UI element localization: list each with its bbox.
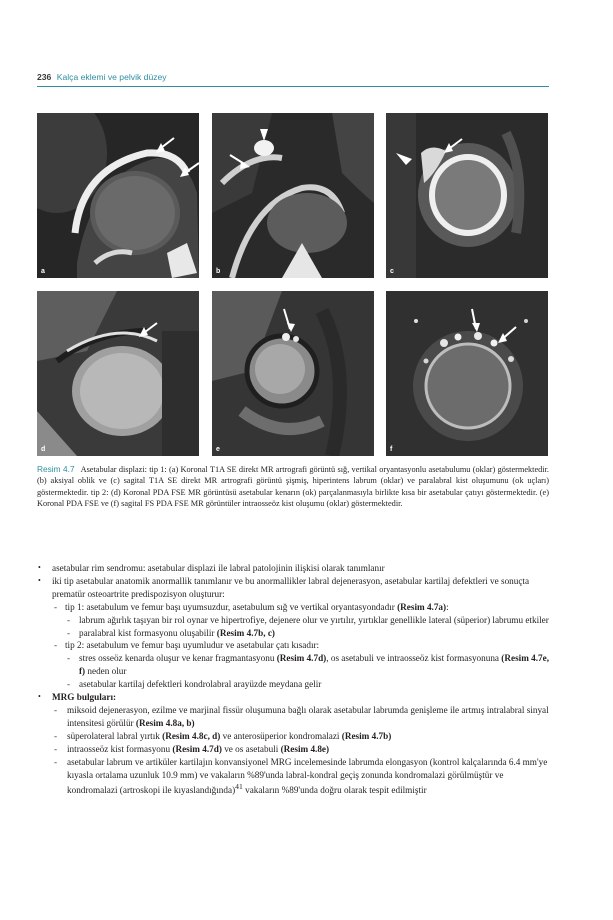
dash-marker: - xyxy=(54,730,58,741)
running-header xyxy=(37,72,549,82)
bullet-marker: • xyxy=(38,563,41,572)
figure-reference: (Resim 4.8a, b) xyxy=(135,717,195,728)
mri-image-f xyxy=(386,291,548,456)
dash-marker: - xyxy=(67,679,71,690)
list-item: • asetabular rim sendromu: asetabular displazi ile labral patolojinin ilişkisi olarak tanımlanır xyxy=(38,563,385,573)
dash-marker: - xyxy=(67,627,71,638)
panel-label: a xyxy=(41,268,45,275)
section-heading: MRG bulguları: xyxy=(52,692,117,703)
panel-label: f xyxy=(390,446,393,453)
dash-marker: - xyxy=(67,653,71,664)
mri-image-c xyxy=(386,113,548,278)
bullet-marker: • xyxy=(38,575,41,585)
list-item: - asetabular labrum ve artiküler kartilajın konvansiyonel MRG incelemesinde labrumda elongasyon (kontrol kalçalarında 6.4 mm'ye kıyasla ortalama uzunluk 10.9 mm) ve vakaların %89'unda labral-kondral geçiş zonunda kondromalazi görülmüştür ve kondromalazi (artroskopi ile kıyaslandığında)$^{41}$ vakaların %89'unda doğru olarak tespit edilmiştir xyxy=(54,756,548,796)
dash-marker: - xyxy=(54,743,58,754)
figure-reference: (Resim 4.7d) xyxy=(276,653,327,664)
dash-marker: - xyxy=(67,614,71,625)
mri-image-d xyxy=(37,291,199,456)
page-number: 236 xyxy=(37,72,52,82)
running-title: Kalça eklemi ve pelvik düzey xyxy=(56,72,167,82)
panel-label: e xyxy=(216,446,220,453)
figure-reference: (Resim 4.7d) xyxy=(172,743,222,754)
body-text xyxy=(37,562,551,797)
list-item: - tip 2: asetabulum ve femur başı uyumludur ve asetabular çatı kısadır: xyxy=(54,640,320,651)
dash-marker: - xyxy=(54,756,58,767)
figure-reference: (Resim 4.8c, d) xyxy=(162,730,221,741)
figure-caption-text: Asetabular displazi: tip 1: (a) Koronal T1A SE direkt MR artrografi görüntü sığ, vertikal oryantasyonlu asetabulumu (oklar) göstermektedir. (b) aksiyal oblik ve (c) sagital T1A SE direkt MR artrografi görüntü şişmiş, hiperintens labrum (oklar) ve paralabral kist oluşumunu (ok uçları) göstermektedir. tip 2: (d) Koronal PDA FSE MR görüntüsü asetabular kenarın (ok) parçalanmasıyla birlikte kısa bir asetabular çatıyı göstermektedir. (e) Koronal PDA FSE ve (f) sagital FS PDA FSE MR görüntüler intraosseöz kist oluşumu (oklar) göstermektedir. xyxy=(37,465,549,509)
list-item: - labrum ağırlık taşıyan bir rol oynar ve hipertrofiye, dejenere olur ve yırtılır, yırtıklar genellikle lateral (süperior) labrumu etkiler xyxy=(67,614,549,625)
panel-label: d xyxy=(41,446,46,453)
dash-marker: - xyxy=(54,640,58,651)
list-item xyxy=(37,691,551,704)
list-item: - intraosseöz kist formasyonu (Resim 4.7d) ve os asetabuli (Resim 4.8e) xyxy=(54,743,330,754)
figure-panel-d xyxy=(37,291,199,456)
panel-label: c xyxy=(390,268,394,275)
list-item: - miksoid dejenerasyon, ezilme ve marjinal fissür oluşumuna bağlı olarak asetabular labrumda genişleme ile artmış intralabral sinyal intensitesi görülür (Resim 4.8a, b) xyxy=(54,704,549,728)
figure-reference: (Resim 4.8e) xyxy=(280,743,330,754)
figure-reference: (Resim 4.7b, c) xyxy=(216,627,275,638)
header-rule xyxy=(37,86,549,87)
list-item: - asetabular kartilaj defektleri kondrolabral arayüzde meydana gelir xyxy=(67,679,322,690)
panel-label: b xyxy=(216,268,221,275)
list-item: - paralabral kist formasyonu oluşabilir (Resim 4.7b, c) xyxy=(67,627,275,638)
mri-image-b xyxy=(212,113,374,278)
figure-panel-e xyxy=(212,291,374,456)
figure-caption-label: Resim 4.7 xyxy=(37,464,75,474)
figure-panel-c xyxy=(386,113,548,278)
bullet-marker: • xyxy=(38,692,41,702)
figure-reference: (Resim 4.7e, f) xyxy=(79,653,550,677)
dash-marker: - xyxy=(54,601,58,612)
figure-panel-a xyxy=(37,113,199,278)
figure-caption xyxy=(37,464,549,510)
dash-marker: - xyxy=(54,704,58,715)
list-item: - tip 1: asetabulum ve femur başı uyumsuzdur, asetabulum sığ ve vertikal oryantasyondadır (Resim 4.7a): xyxy=(54,601,449,612)
mri-image-e xyxy=(212,291,374,456)
list-item: - süperolateral labral yırtık (Resim 4.8c, d) ve anterosüperior kondromalazi (Resim 4.7b) xyxy=(54,730,392,741)
figure-reference: (Resim 4.7a) xyxy=(397,601,447,612)
list-item: • iki tip asetabular anatomik anormallik tanımlanır ve bu anormallikler labral dejenerasyon, asetabular kartilaj defektleri ve sonuçta prematür osteoartrite predispozisyon oluşturur: xyxy=(38,575,530,599)
mri-image-a xyxy=(37,113,199,278)
figure-panel-b xyxy=(212,113,374,278)
reference-superscript: 41 xyxy=(235,782,243,792)
list-item: - stres osseöz kenarda oluşur ve kenar fragmantasyonu (Resim 4.7d), os asetabuli ve intraosseöz kist formasyonuna (Resim 4.7e, f) neden olur xyxy=(67,653,550,677)
figure-panel-f xyxy=(386,291,548,456)
figure-reference: (Resim 4.7b) xyxy=(341,730,392,741)
